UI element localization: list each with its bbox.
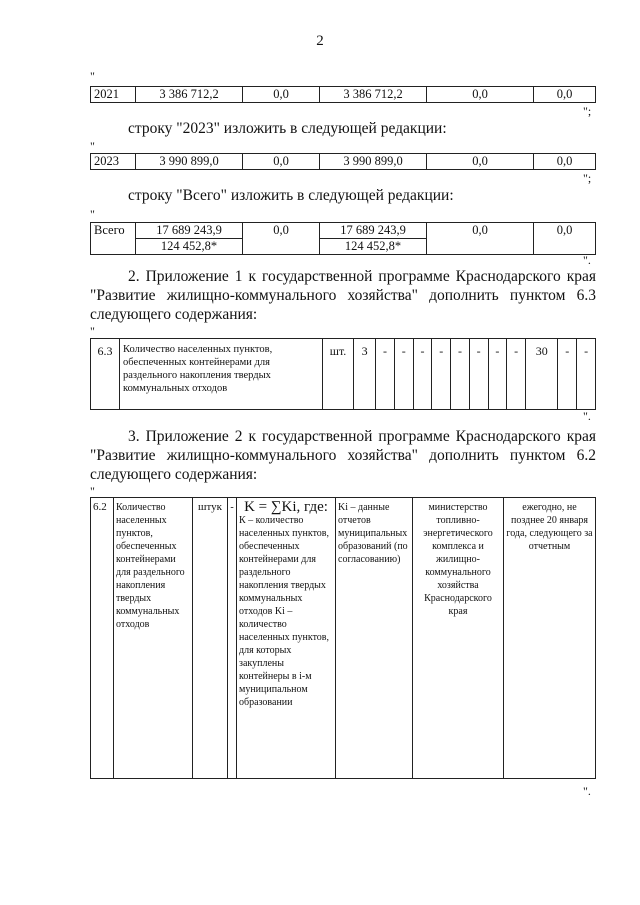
value-cell: 124 452,8* xyxy=(320,239,427,255)
value-cell: 0,0 xyxy=(243,87,320,103)
value-cell: - xyxy=(577,339,596,410)
close-quote: "; xyxy=(583,171,592,185)
value-cell: - xyxy=(558,339,577,410)
paragraph-2 xyxy=(90,267,596,324)
value-cell: 0,0 xyxy=(534,154,596,170)
item-unit: шт. xyxy=(323,339,354,410)
year-cell: 2023 xyxy=(91,154,136,170)
page-number: 2 xyxy=(316,33,324,49)
close-quote: "; xyxy=(583,104,592,118)
item-number: 6.3 xyxy=(91,339,120,410)
table-2023 xyxy=(90,153,596,170)
value-cell: 0,0 xyxy=(427,154,534,170)
paragraph-line: следующего содержания: xyxy=(90,306,258,323)
value-cell: 3 990 899,0 xyxy=(320,154,427,170)
value-cell: 0,0 xyxy=(534,223,596,255)
value-cell: 0,0 xyxy=(534,87,596,103)
responsible-body: министерство топливно-энергетического комплекса и жилищно-коммунального хозяйства Краснодарского края xyxy=(413,498,504,779)
close-quote: ". xyxy=(583,784,591,798)
value-cell: 3 386 712,2 xyxy=(320,87,427,103)
open-quote: " xyxy=(90,207,95,221)
value-cell: 0,0 xyxy=(243,223,320,255)
formula-description: К – количество населенных пунктов, обеспеченных контейнерами для раздельного накопления твердых коммунальных отходов Ki – количество населенных пунктов, для которых закуплены контейнеры в i-м муниципальном образовании xyxy=(239,515,330,708)
value-cell: - xyxy=(394,339,413,410)
value-cell: 0,0 xyxy=(427,223,534,255)
open-quote: " xyxy=(90,69,95,83)
close-quote: ". xyxy=(583,409,591,423)
value-cell: 3 990 899,0 xyxy=(136,154,243,170)
item-name: Количество населенных пунктов, обеспеченных контейнерами для раздельного накопления твердых коммунальных отходов xyxy=(120,339,323,410)
item-number: 6.2 xyxy=(91,498,114,779)
paragraph-3 xyxy=(90,427,596,484)
table-2021 xyxy=(90,86,596,103)
formula: K = ∑Ki, где: xyxy=(244,499,328,515)
year-cell: 2021 xyxy=(91,87,136,103)
value-cell: - xyxy=(376,339,395,410)
value-cell: - xyxy=(507,339,526,410)
item-name: Количество населенных пунктов, обеспеченных контейнерами для раздельного накопления твердых коммунальных отходов xyxy=(114,498,193,779)
close-quote: ". xyxy=(583,253,591,267)
value-cell: 3 386 712,2 xyxy=(136,87,243,103)
value-cell: 3 xyxy=(354,339,376,410)
value-cell: - xyxy=(451,339,470,410)
open-quote: " xyxy=(90,324,95,338)
paragraph-line: 3. Приложение 2 к государственной программе Краснодарского края xyxy=(128,428,596,445)
open-quote: " xyxy=(90,484,95,498)
value-cell: - xyxy=(488,339,507,410)
value-cell: - xyxy=(413,339,432,410)
value-cell: 17 689 243,9 xyxy=(136,223,243,239)
dash-cell: - xyxy=(228,498,237,779)
paragraph-line: следующего содержания: xyxy=(90,466,258,483)
paragraph-line: "Развитие жилищно-коммунального хозяйства" дополнить пунктом 6.2 xyxy=(90,447,596,464)
value-cell: 0,0 xyxy=(427,87,534,103)
value-cell: - xyxy=(469,339,488,410)
table-item-6-3 xyxy=(90,338,596,410)
paragraph-line: 2. Приложение 1 к государственной программе Краснодарского края xyxy=(128,268,596,285)
table-item-6-2 xyxy=(90,497,596,779)
table-total xyxy=(90,222,596,255)
value-cell: 17 689 243,9 xyxy=(320,223,427,239)
value-cell: 0,0 xyxy=(243,154,320,170)
value-cell: 30 xyxy=(526,339,558,410)
paragraph-line: "Развитие жилищно-коммунального хозяйства" дополнить пунктом 6.3 xyxy=(90,287,596,304)
value-cell: - xyxy=(432,339,451,410)
open-quote: " xyxy=(90,139,95,153)
value-cell: 124 452,8* xyxy=(136,239,243,255)
instruction-2023: строку "2023" изложить в следующей редакции: xyxy=(128,120,447,137)
instruction-total: строку "Всего" изложить в следующей редакции: xyxy=(128,187,454,204)
reporting-term: ежегодно, не позднее 20 января года, следующего за отчетным xyxy=(504,498,596,779)
total-label: Всего xyxy=(91,223,136,255)
data-source: Ki – данные отчетов муниципальных образований (по согласованию) xyxy=(336,498,413,779)
formula-cell xyxy=(237,498,336,779)
item-unit: штук xyxy=(193,498,228,779)
